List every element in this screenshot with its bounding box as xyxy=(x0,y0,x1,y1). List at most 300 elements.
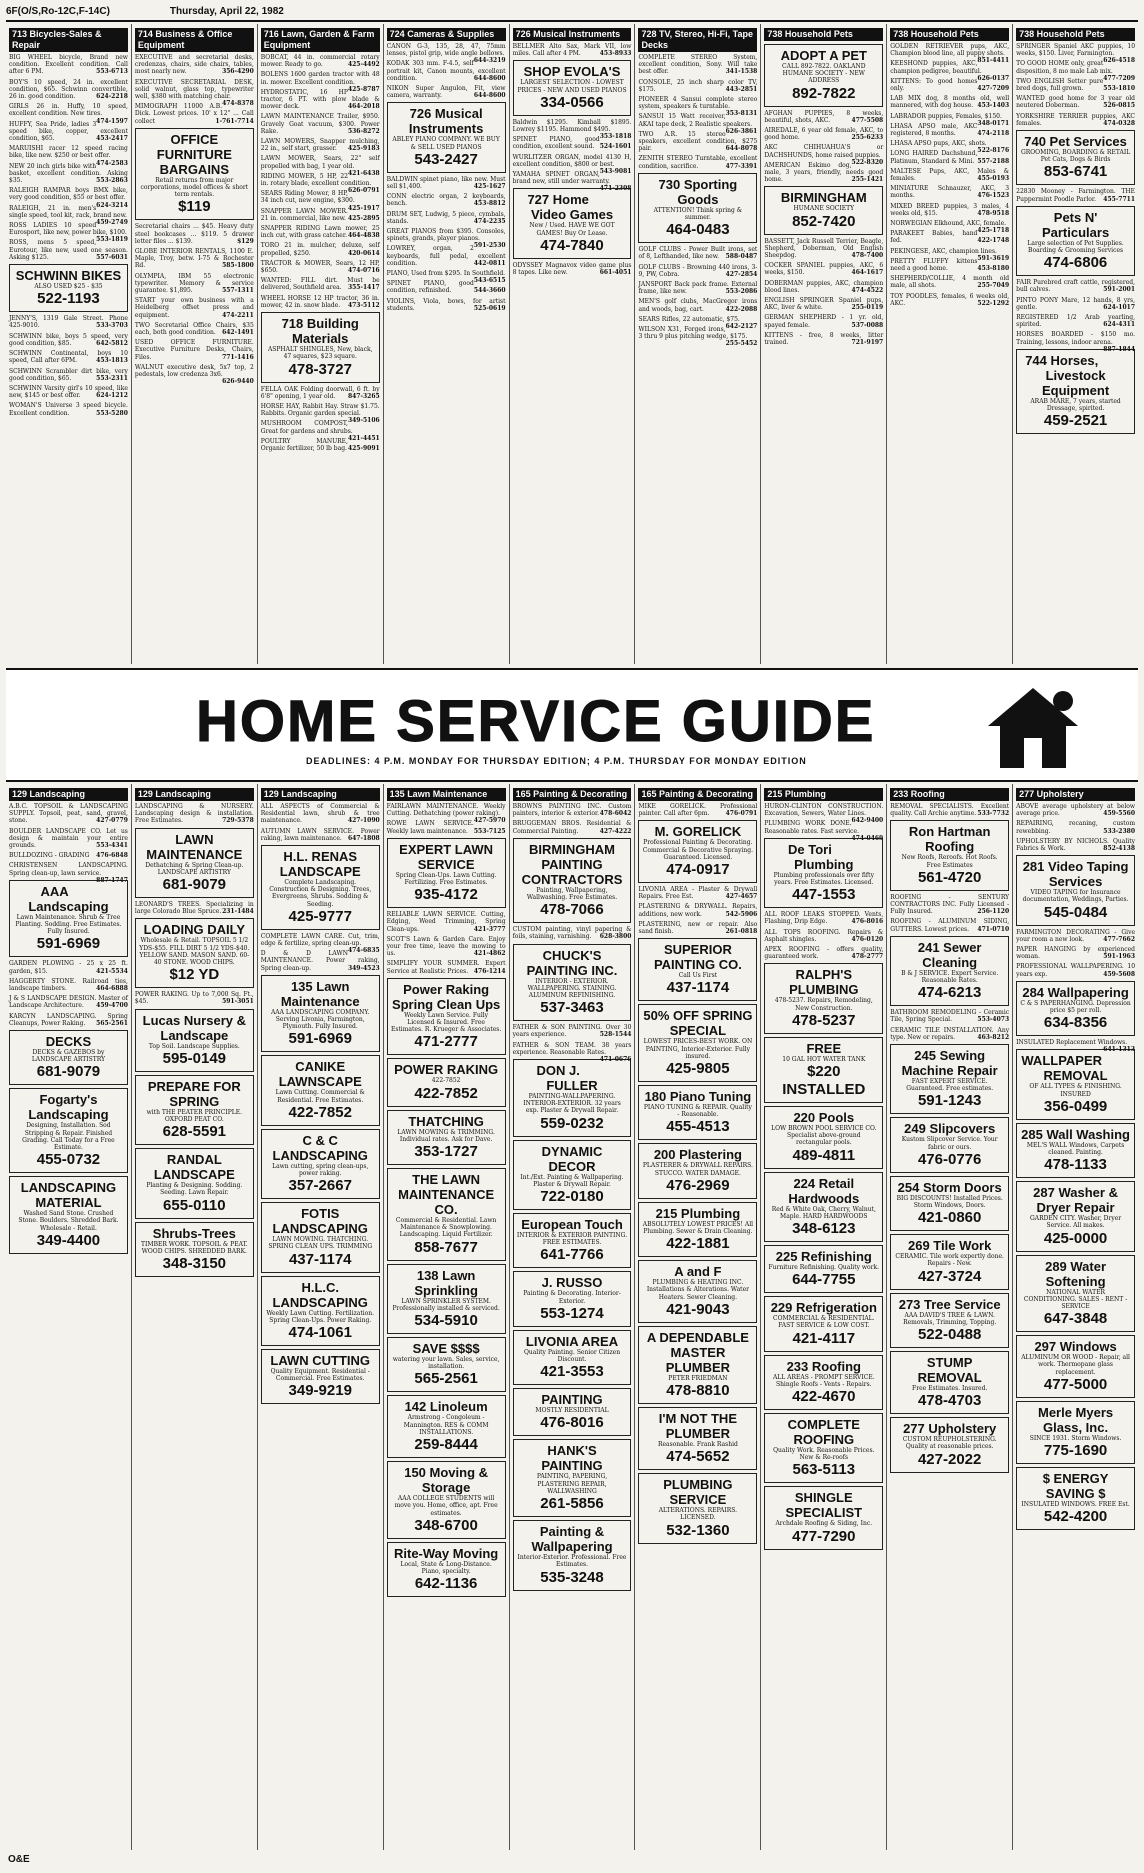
ad-text: DOBERMAN puppies, AKC, champion blood lines. xyxy=(764,279,884,294)
ad-phone: 464-4838 xyxy=(347,232,380,240)
display-ad-body: VIDEO TAPING for Insurance documentation, Weddings, Parties. xyxy=(1022,889,1129,904)
display-ad-body: ABLEY PIANO COMPANY. WE BUY & SELL USED PIANOS xyxy=(392,136,500,151)
ad-phone: 478-9518 xyxy=(977,209,1010,217)
ad-phone: 553-4341 xyxy=(96,842,128,850)
display-ad xyxy=(638,1473,757,1543)
ad-text: SEARS Riding Mower, 8 HP, 34 inch cut, new engine, $300. xyxy=(260,190,355,205)
ad-phone: 455-7711 xyxy=(1103,195,1136,203)
display-ad-body: New Roofs, Reroofs. Hot Roofs. Free Estimates xyxy=(901,854,998,869)
classified-ad xyxy=(9,54,128,76)
display-ad-body: COMMERCIAL & RESIDENTIAL. FAST SERVICE & LOW COST. xyxy=(773,1315,875,1330)
display-ad-phone: 534-5910 xyxy=(414,1312,478,1330)
display-ad xyxy=(1016,1467,1135,1530)
classified-ad xyxy=(890,247,1010,262)
display-ad-body: Furniture Refinishing. Quality work. xyxy=(768,1264,880,1272)
classified-ad xyxy=(9,862,128,884)
classified-ad xyxy=(638,264,757,278)
display-ad-phone: 348-3150 xyxy=(162,1255,227,1273)
display-ad-phone: 591-6969 xyxy=(288,1030,352,1048)
ad-phone: 453-8180 xyxy=(977,265,1010,273)
ad-text: PLUMBING WORK DONE. Reasonable rates. Fast service. xyxy=(764,820,859,835)
display-ad-body: Archdale Roofing & Siding, Inc. xyxy=(775,1520,873,1528)
classified-ad xyxy=(387,85,506,99)
classified-ad xyxy=(764,238,883,260)
classified-ad xyxy=(9,333,128,347)
display-ad-body: LAWN MOWING. THATCHING. SPRING CLEAN UPS. TRIMMING xyxy=(268,1236,373,1251)
ad-phone: 478-7400 xyxy=(851,252,884,260)
category-heading: 714 Business & Office Equipment xyxy=(135,28,254,52)
display-ad-body: Retail returns from major corporations, model offices & short term rentals. xyxy=(140,176,249,199)
display-ad xyxy=(1016,206,1135,276)
ad-text: RALEIGH, 21 in. men's single speed, tool kit, rack, brand new. xyxy=(9,204,127,219)
ad-phone: 421-5534 xyxy=(96,967,128,975)
ad-text: KODAK 303 mm. F-4.5, self portrait kit, Canon mounts, excellent condition. xyxy=(386,60,506,82)
display-ad-headline: FOTIS LANDSCAPING xyxy=(272,1206,368,1237)
ad-phone: 525-0619 xyxy=(473,304,506,312)
ad-text: REGISTERED 1/2 Arab yearling, spirited. xyxy=(1016,314,1136,329)
classified-ad xyxy=(1016,314,1135,328)
ad-text: INSULATED Replacement Windows. xyxy=(1016,1039,1128,1047)
display-ad xyxy=(387,1264,506,1334)
display-ad xyxy=(261,312,380,382)
display-ad xyxy=(1016,349,1135,434)
ad-phone: 642-1491 xyxy=(222,329,254,337)
ad-text: RELIABLE LAWN SERVICE. Cutting, Edging, Weed Trimming, Spring Clean-ups. xyxy=(386,911,506,933)
ad-phone: 626-0791 xyxy=(347,187,380,195)
ad-text: FAIR Purebred craft cattle, registered, bull calves. xyxy=(1016,279,1136,294)
display-ad-body: Int./Ext. Painting & Wallpapering. Plaster & Drywall Repair. xyxy=(520,1173,624,1188)
display-ad-phone: 476-2969 xyxy=(666,1176,730,1194)
ad-phone: 261-0818 xyxy=(725,928,758,936)
ad-phone: 453-8933 xyxy=(599,50,632,58)
ad-phone: 255-7049 xyxy=(977,282,1010,290)
display-ad-phone: 595-0149 xyxy=(162,1049,227,1067)
ad-phone: 624-1017 xyxy=(1103,303,1136,311)
classified-ad xyxy=(1016,946,1135,960)
ad-phone: 642-5812 xyxy=(96,339,128,347)
classified-ad xyxy=(261,242,380,256)
display-ad-phone: 565-2561 xyxy=(414,1370,478,1388)
display-ad-headline: 225 Refinishing xyxy=(775,1249,872,1265)
display-ad xyxy=(261,1202,380,1272)
ad-text: ROOFING - ALUMINUM SIDING, GUTTERS. Lowest prices. xyxy=(890,918,1010,933)
display-ad-phone: 553-1274 xyxy=(540,1304,604,1322)
ad-phone: 455-0193 xyxy=(977,175,1010,183)
classified-ad xyxy=(513,820,632,834)
display-ad-headline: LAWN MAINTENANCE xyxy=(146,831,243,862)
display-ad-headline: Ron Hartman Roofing xyxy=(908,824,991,855)
display-ad-phone: 464-0483 xyxy=(666,221,730,239)
ad-phone: 522-8176 xyxy=(977,147,1010,155)
display-ad-phone: 775-1690 xyxy=(1043,1442,1108,1460)
ad-text: GOLF CLUBS - Power Built irons, set of 8, Lefthanded, like new. xyxy=(638,246,758,261)
classified-ad xyxy=(261,113,380,135)
ad-phone: 851-4411 xyxy=(977,57,1010,65)
display-ad xyxy=(387,102,506,172)
display-ad-phone: 892-7822 xyxy=(792,84,856,102)
ad-text: HORSE HAY, Rabbit Hay. Straw $1.75. Rabbits. Organic garden special. xyxy=(260,402,380,418)
display-ad xyxy=(890,820,1009,890)
ad-text: MUSHROOM COMPOST, Great for gardens and shrubs. xyxy=(260,420,353,435)
ad-text: PIANO, Used from $295. In Southfield. xyxy=(386,270,506,278)
display-ad-body: New / Used. HAVE WE GOT GAMES! Buy Or Lease. xyxy=(529,222,615,237)
display-ad xyxy=(1016,855,1135,925)
ad-text: CERAMIC TILE INSTALLATION. Any type. New or repairs. xyxy=(890,1026,1010,1041)
ad-phone: 422-1748 xyxy=(977,237,1010,245)
ad-phone: 476-0120 xyxy=(851,935,884,943)
display-ad-body: AAA LANDSCAPING COMPANY. Serving Livonia, Farmington, Plymouth. Fully Insured. xyxy=(270,1008,370,1031)
ad-phone: 425-2895 xyxy=(347,214,380,222)
display-ad xyxy=(764,1245,883,1293)
ad-phone: 628-3800 xyxy=(599,933,632,941)
display-ad xyxy=(513,188,632,258)
ad-phone: 644-8078 xyxy=(725,145,758,153)
ad-text: LHASA APSO male, AKC registered, 8 months. xyxy=(890,122,978,138)
display-ad-headline: COMPLETE ROOFING xyxy=(787,1417,860,1448)
classified-ad xyxy=(638,921,757,935)
ad-text: LABRADOR puppies, Females, $150. xyxy=(890,112,1002,120)
ad-text: D & D LAWN MAINTENANCE. Power raking, Spring clean-up. xyxy=(260,950,380,972)
display-ad xyxy=(513,944,632,1022)
classified-ad xyxy=(135,901,254,915)
ad-phone: 473-5112 xyxy=(347,301,380,309)
ad-text: GERMAN SHEPHERD - 1 yr. old, spayed female. xyxy=(764,314,884,329)
ad-phone: 533-7732 xyxy=(977,810,1010,818)
display-ad-phone: 559-0232 xyxy=(540,1114,604,1132)
classified-ad xyxy=(261,260,380,274)
display-ad-headline: WALLPAPER REMOVAL xyxy=(1021,1053,1108,1084)
page-footer: O&E xyxy=(8,1854,30,1865)
display-ad xyxy=(261,1349,380,1404)
display-ad-phone: 478-1133 xyxy=(1044,1156,1107,1174)
classified-ad xyxy=(387,960,506,974)
ad-text: GOLDEN RETRIEVER pups, AKC, Champion blood line, all puppy shots. xyxy=(890,43,1010,58)
classified-ad xyxy=(1016,95,1135,109)
display-ad-headline: 241 Sewer Cleaning xyxy=(917,939,982,970)
classified-column xyxy=(510,784,636,1850)
ad-phone: 557-6031 xyxy=(96,253,128,261)
ad-text: OLYMPIA, IBM 55 electronic typewriter. Memory & service guarantee. $1,895. xyxy=(134,272,254,295)
ad-text: NORWEGIAN Elkhound, AKC, female. xyxy=(890,220,1007,228)
display-ad-body: AAA COLLEGE STUDENTS will move you. Home, office, apt. Free estimates. xyxy=(394,1495,498,1517)
ad-phone: 642-9400 xyxy=(851,817,884,825)
display-ad-headline: PREPARE FOR SPRING xyxy=(147,1078,241,1109)
ad-phone: 474-1597 xyxy=(96,117,128,125)
display-ad-body: Spring Clean-Ups. Lawn Cutting. Fertilizing. Free Estimates. xyxy=(395,871,497,887)
ad-phone: 642-2127 xyxy=(725,323,758,331)
display-ad xyxy=(261,1129,380,1199)
ad-text: AFGHAN PUPPIES, 8 weeks, beautiful, shots, AKC. xyxy=(764,109,884,124)
ad-text: KEESHOND puppies, AKC, champion pedigree, beautiful. xyxy=(890,60,982,75)
ad-phone: 474-4522 xyxy=(851,286,884,294)
classified-ad xyxy=(135,223,254,245)
ad-text: MEN'S golf clubs, MacGregor irons and woods, bag, cart. xyxy=(638,298,758,313)
display-ad-headline: SAVE $$$$ xyxy=(412,1341,480,1357)
display-ad-phone: 447-1553 xyxy=(792,886,856,904)
display-ad-headline: C & C LANDSCAPING xyxy=(272,1132,368,1163)
ad-text: WOMAN'S Universe 3 speed bicycle. Excellent condition. xyxy=(9,402,128,417)
display-ad xyxy=(387,978,506,1056)
classified-ad xyxy=(890,140,1010,155)
display-ad-headline: PLUMBING SERVICE xyxy=(663,1477,733,1508)
ad-text: VIOLINS, Viola, bows, for artist students. xyxy=(386,297,506,312)
display-ad-phone: 474-5652 xyxy=(666,1448,730,1466)
ad-text: POULTRY MANURE, Organic fertilizer, 50 lb bag. xyxy=(260,437,348,452)
display-ad xyxy=(261,845,380,930)
ad-phone: 477-3391 xyxy=(725,162,758,170)
classified-ad xyxy=(387,298,506,312)
display-ad-body: INSULATED WINDOWS. FREE Est. xyxy=(1021,1501,1130,1509)
ad-phone: 533-2380 xyxy=(1103,827,1136,835)
ad-text: KARCYN LANDSCAPING. Spring Cleanups, Power Raking. xyxy=(9,1012,128,1027)
ad-phone: 231-1484 xyxy=(222,908,254,916)
ad-phone: 348-0171 xyxy=(977,119,1010,127)
home-service-guide-banner xyxy=(6,668,1138,782)
display-ad xyxy=(764,963,883,1033)
ad-text: ROSS LADIES 10 speed Eurosport, like new, power bike, $100. xyxy=(9,222,127,237)
display-ad-headline: LOADING DAILY xyxy=(143,922,246,938)
display-ad-phone: 356-0499 xyxy=(1043,1097,1108,1115)
banner-subtitle: DEADLINES: 4 P.M. MONDAY FOR THURSDAY EDITION; 4 P.M. THURSDAY FOR MONDAY EDITION xyxy=(306,756,807,766)
display-ad-headline: DECKS xyxy=(45,1034,92,1050)
ad-phone: 353-8131 xyxy=(725,110,758,118)
display-ad-phone: 427-3724 xyxy=(917,1267,982,1285)
display-ad-headline: 220 Pools xyxy=(793,1110,855,1126)
ad-phone: 476-6848 xyxy=(96,852,128,860)
display-ad-body: Large selection of Pet Supplies. Boarding & Grooming Services xyxy=(1027,239,1124,255)
ad-phone: 427-2854 xyxy=(725,270,758,278)
display-ad-body: Dethatching & Spring Clean-up. LANDSCAPE ARTISTRY xyxy=(145,861,244,876)
display-ad-phone: 422-1881 xyxy=(666,1235,730,1253)
ad-text: LOWREY, organ, 2 keyboards, full pedal, excellent condition. xyxy=(386,245,506,267)
display-ad-headline: 744 Horses, Livestock Equipment xyxy=(1025,352,1110,398)
display-ad-body: with THE PEATER PRINCIPLE. OXFORD PEAT CO. xyxy=(146,1108,243,1124)
classified-ad xyxy=(386,43,506,65)
classified-ad xyxy=(9,79,128,101)
category-heading: 215 Plumbing xyxy=(764,788,883,801)
display-ad-headline: 180 Piano Tuning xyxy=(644,1089,752,1105)
display-ad xyxy=(387,1337,506,1392)
display-ad-headline: Shrubs-Trees xyxy=(152,1225,236,1241)
ad-phone: 464-1617 xyxy=(851,269,884,277)
ad-phone: 624-1212 xyxy=(96,392,128,400)
ad-phone: 356-4290 xyxy=(222,68,254,76)
classified-ad xyxy=(890,894,1009,916)
display-ad xyxy=(387,1168,506,1261)
ad-text: TWO Secretarial Office Chairs, $35 each, both good condition. xyxy=(134,321,254,337)
ad-text: MINIATURE Schnauzer, AKC, 3 months. xyxy=(890,185,1010,200)
display-ad-phone: 349-4400 xyxy=(36,1231,101,1249)
display-ad-headline: SHOP EVOLA'S xyxy=(523,64,621,80)
display-ad-phone: 474-0917 xyxy=(666,861,730,879)
display-ad-body: 478-5237. Repairs, Remodeling, New Construction. xyxy=(774,997,873,1012)
ad-phone: 524-1601 xyxy=(599,143,632,151)
classified-ad xyxy=(135,297,254,319)
ad-text: PLASTERING, new or repair. Also sand finish. xyxy=(638,920,758,936)
display-ad xyxy=(638,1326,757,1404)
display-ad-body: DECKS & GAZEBOS by LANDSCAPE ARTISTRY xyxy=(31,1049,106,1064)
ad-text: KITTENS - free, 8 weeks, litter trained. xyxy=(764,331,884,347)
classified-ad xyxy=(9,350,128,364)
ad-phone: 553-2086 xyxy=(725,288,758,296)
ad-phone: 624-4311 xyxy=(1103,321,1136,329)
display-ad xyxy=(890,1351,1009,1414)
display-ad-headline: SHINGLE SPECIALIST xyxy=(785,1490,863,1521)
display-ad xyxy=(1016,1181,1135,1251)
ad-text: MIKE GORELICK. Professional painter. Call after 6pm. xyxy=(638,803,758,818)
ad-text: LIVONIA AREA - Plaster & Drywall Repairs. Free Est. xyxy=(638,886,758,901)
display-ad-headline: SUPERIOR PAINTING CO. xyxy=(653,942,742,973)
display-ad-phone: 489-4811 xyxy=(792,1146,856,1164)
display-ad-body: PAINTING, PAPERING, PLASTERING REPAIR, WALLWASHING xyxy=(536,1473,608,1495)
display-ad xyxy=(1016,1049,1135,1119)
ad-phone: 459-5560 xyxy=(1103,810,1136,818)
classified-column xyxy=(1013,24,1138,664)
display-ad-body: Professional Painting & Decorating. Commercial & Decorative Spraying. Guaranteed. Licensed. xyxy=(642,839,753,861)
ad-phone: 887-1747 xyxy=(96,876,128,884)
display-ad-phone: 591-1243 xyxy=(917,1092,982,1110)
ad-phone: 476-0791 xyxy=(725,810,758,818)
display-ad-phone: 561-4720 xyxy=(917,868,982,886)
page-header xyxy=(6,4,1138,18)
classified-ad xyxy=(135,273,254,295)
display-ad-phone: 455-4513 xyxy=(666,1118,730,1136)
display-ad-headline: De Tori Plumbing xyxy=(788,841,854,872)
category-heading: 165 Painting & Decorating xyxy=(513,788,632,801)
display-ad-phone: 357-2667 xyxy=(288,1177,352,1195)
ad-phone: 647-1808 xyxy=(347,834,380,842)
ad-phone: 533-3703 xyxy=(96,322,128,330)
ad-text: REPAIRING, recaning, custom rewebbing. xyxy=(1016,820,1136,835)
classified-ad xyxy=(386,270,506,285)
display-ad-headline: 150 Moving & Storage xyxy=(404,1465,489,1496)
display-ad-body: Red & White Oak, Cherry, Walnut, Maple. HARD HARDWOODS xyxy=(771,1205,876,1220)
display-ad-phone: 334-0566 xyxy=(540,93,604,111)
display-ad-phone: 935-4172 xyxy=(414,886,478,904)
ad-text: LAWN MOWER, Sears, 22" self propelled with bag, 1 year old. xyxy=(260,155,380,170)
display-ad-body: Complete Landscaping. Construction & Designing. Trees, Evergreens, Shrubs. Sodding & Seeding. xyxy=(269,879,372,908)
ad-text: SCHWINN Continental, boys 10 speed, Call after 6PM. xyxy=(9,350,128,365)
display-ad-phone: 425-0000 xyxy=(1043,1229,1108,1247)
display-ad-body: PLASTERER & DRYWALL REPAIRS. STUCCO. WATER DAMAGE. xyxy=(642,1162,753,1177)
display-ad-body: CUSTOM REUPHOLSTERING. Quality at reasonable prices. xyxy=(902,1436,997,1451)
ad-phone: 644-3219 xyxy=(473,57,506,65)
classified-ad xyxy=(1016,43,1136,65)
display-ad xyxy=(638,173,757,243)
classified-column xyxy=(761,24,887,664)
display-ad-headline: FREE xyxy=(806,1040,842,1056)
display-ad-headline: 289 Water Softening xyxy=(1045,1258,1107,1289)
ad-phone: 453-1403 xyxy=(977,102,1010,110)
display-ad xyxy=(135,1222,254,1277)
ad-phone: 453-1813 xyxy=(96,357,128,365)
display-ad-phone: 471-2777 xyxy=(414,1033,478,1051)
display-ad-headline: M. GORELICK xyxy=(654,824,742,840)
classified-ad xyxy=(638,315,758,331)
ad-phone: 522-1292 xyxy=(977,299,1010,307)
ad-text: SPINET PIANO, good condition, excellent sound. xyxy=(512,136,600,151)
ad-phone: 421-3777 xyxy=(473,925,506,933)
display-ad-headline: BIRMINGHAM xyxy=(780,190,867,206)
ad-phone: 624-3214 xyxy=(96,201,128,209)
display-ad-headline: $ ENERGY SAVING $ xyxy=(1042,1471,1109,1502)
display-ad-headline: 249 Slipcovers xyxy=(904,1121,996,1137)
ad-text: NEW 20 inch girls bike with basket, excellent condition. Asking $35. xyxy=(9,162,128,185)
display-ad-headline: THE LAWN MAINTENANCE CO. xyxy=(398,1172,495,1218)
ad-text: COMPLETE LAWN CARE. Cut, trim, edge & fertilize, spring clean-up. xyxy=(260,932,380,948)
display-ad-body: PLUMBING & HEATING INC. Installations & Alterations. Water Heaters. Sewer Cleaning. xyxy=(646,1279,749,1301)
display-ad-phone: 421-0860 xyxy=(917,1209,982,1227)
classified-column xyxy=(510,24,636,664)
ad-phone: 544-3660 xyxy=(473,287,506,295)
display-ad-body: Local, State & Long-Distance. Piano, specialty. xyxy=(400,1560,492,1575)
ad-text: COMPLETE STEREO System, excellent condition, Sony. Will take best offer. xyxy=(638,54,758,76)
ad-phone: 427-5970 xyxy=(473,817,506,825)
display-ad-phone: 858-7677 xyxy=(414,1238,478,1256)
classified-ad xyxy=(387,176,506,190)
display-ad-body: Weekly Lawn Service. Fully Licensed & Insured. Free Estimates. R. Krueger & Associates. xyxy=(390,1011,502,1034)
classified-ad xyxy=(261,803,380,825)
ad-phone: 588-0487 xyxy=(725,253,758,261)
classified-ad xyxy=(261,138,380,152)
ad-text: PRETTY FLUFFY kittens need a good home. xyxy=(890,257,978,273)
display-ad-body: ALL AREAS - PROMPT SERVICE. Shingle Roofs - Vents - Repairs. xyxy=(772,1373,875,1388)
classified-column xyxy=(635,24,761,664)
display-ad xyxy=(890,1417,1009,1472)
display-ad-body: ATTENTION! Think spring & summer. xyxy=(653,206,743,222)
display-ad xyxy=(135,128,254,221)
ad-text: BULLDOZING - GRADING xyxy=(9,852,90,860)
display-ad-headline: SCHWINN BIKES xyxy=(15,268,122,284)
ad-phone: 526-0815 xyxy=(1103,102,1136,110)
display-ad xyxy=(638,1202,757,1257)
classified-ad xyxy=(1016,1039,1136,1054)
category-heading: 129 Landscaping xyxy=(261,788,380,801)
display-ad-headline: Pets N' Particulars xyxy=(1041,209,1110,240)
ad-phone: 591-3619 xyxy=(977,254,1010,262)
ad-phone: 427-1090 xyxy=(347,817,380,825)
display-ad-headline: 245 Sewing Machine Repair xyxy=(901,1048,998,1079)
ad-phone: 422-2088 xyxy=(725,305,758,313)
display-ad-phone: $119 xyxy=(178,198,211,216)
ad-text: SEARS Rifles, 22 automatic, $75. xyxy=(638,315,740,323)
ad-phone: 427-4657 xyxy=(725,893,758,901)
ad-phone: 471-0676 xyxy=(599,1056,632,1064)
ad-phone: 553-1819 xyxy=(96,236,128,244)
display-ad xyxy=(764,1037,883,1103)
display-ad-phone: 681-9079 xyxy=(162,876,227,894)
classified-ad xyxy=(261,225,380,239)
ad-text: JANSPORT Back pack frame. External frame, like new. xyxy=(638,281,758,296)
classified-ad xyxy=(764,297,883,311)
ad-text: LAWN MOWERS, Snapper mulching, 22 in., self start, grasser. xyxy=(260,138,380,153)
display-ad-headline: 730 Sporting Goods xyxy=(658,176,738,207)
display-ad xyxy=(890,1117,1009,1172)
category-heading: 726 Musical Instruments xyxy=(513,28,632,41)
ad-text: START your own business with a Heidelberg offset press and equipment. xyxy=(134,297,254,319)
classified-ad xyxy=(512,118,632,141)
display-ad-phone: 722-0180 xyxy=(540,1188,604,1206)
ad-phone: 721-9197 xyxy=(851,339,884,347)
ad-phone: 421-6438 xyxy=(347,169,380,177)
display-ad-phone: 655-0110 xyxy=(163,1196,226,1214)
ad-text: EXECUTIVE SECRETARIAL DESK, solid walnut, glass top, typewriter well, $380 with matching chair. xyxy=(134,78,254,101)
display-ad-headline: RALPH'S PLUMBING xyxy=(789,967,859,998)
ad-phone: 427-4222 xyxy=(599,827,632,835)
ad-text: WHEEL HORSE 12 HP tractor, 36 in. mower, 42 in. snow blade. xyxy=(260,294,380,309)
ad-phone: 1-761-7714 xyxy=(215,117,254,125)
display-ad-phone: 348-6700 xyxy=(414,1516,478,1534)
